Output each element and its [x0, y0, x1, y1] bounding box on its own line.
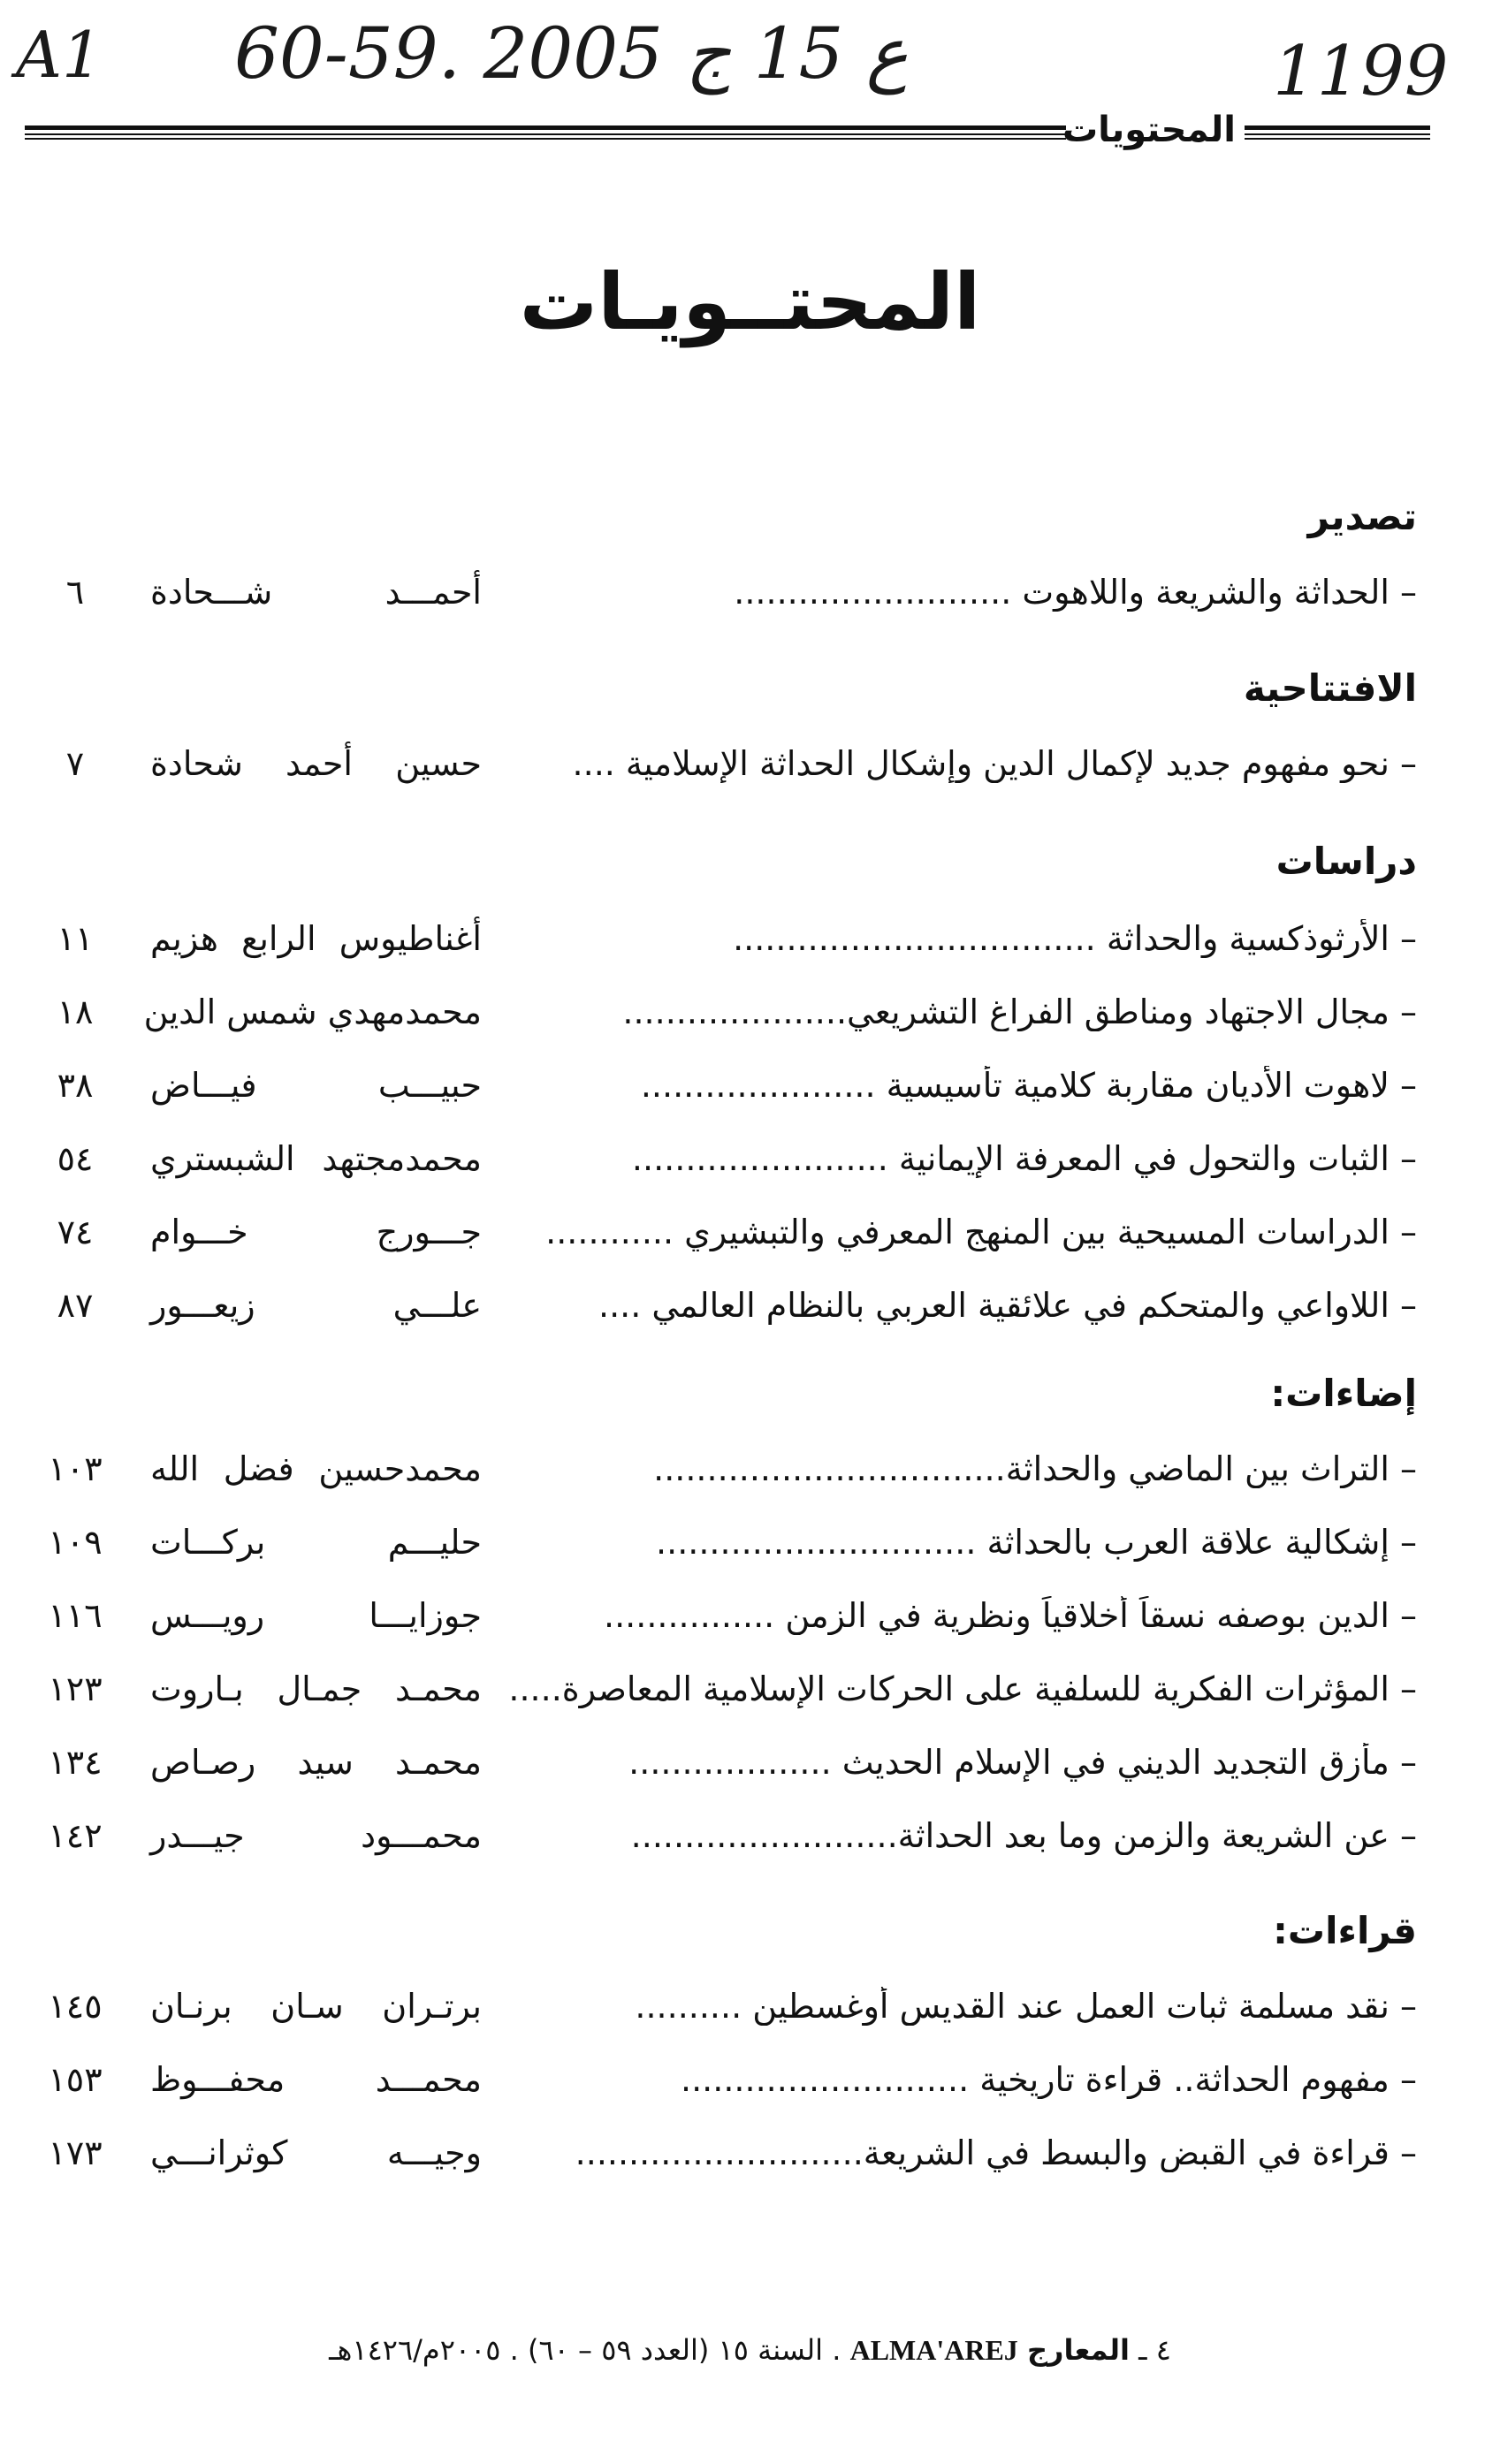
entry-page-number: ٨٧: [57, 1286, 94, 1325]
toc-entry[interactable]: [0, 573, 1500, 622]
section-heading-highlights: إضاءات:: [1270, 1372, 1417, 1415]
entry-title: – اللاواعي والمتحكم في علائقية العربي بالنظام العالمي ....: [598, 1286, 1417, 1325]
entry-author: محمدمجتهد الشبستري: [150, 1139, 482, 1178]
entry-page-number: ١١: [57, 919, 94, 958]
section-heading-preface: تصدير: [1307, 495, 1417, 538]
entry-author: محمـــود جيـــدر: [150, 1816, 482, 1855]
toc-entry[interactable]: [0, 1286, 1500, 1335]
toc-entry[interactable]: [0, 1987, 1500, 2036]
running-header-label: المحتويات: [1062, 110, 1236, 150]
toc-entry[interactable]: [0, 1743, 1500, 1792]
entry-author: علـــي زيعـــور: [150, 1286, 482, 1325]
entry-author: حبيـــب فيـــاض: [150, 1066, 482, 1105]
entry-page-number: ٦: [65, 573, 85, 612]
toc-entry[interactable]: [0, 2133, 1500, 2183]
entry-page-number: ١٠٩: [48, 1523, 103, 1562]
footer-page-marker: ٤ ـ: [1138, 2333, 1171, 2367]
handwritten-number: 1199: [1273, 32, 1449, 111]
entry-page-number: ٣٨: [57, 1066, 94, 1105]
entry-page-number: ١٠٣: [48, 1449, 103, 1488]
footer-journal-latin: ALMA'AREJ: [849, 2334, 1018, 2366]
entry-title: – مأزق التجديد الديني في الإسلام الحديث ...................: [628, 1743, 1417, 1782]
handwritten-code: A1: [16, 18, 103, 92]
footer-issue-info: . السنة ١٥ (العدد ٥٩ – ٦٠) . ٢٠٠٥م/١٤٢٦هـ: [329, 2333, 841, 2367]
entry-author: محمـد جمـال بـاروت: [150, 1669, 482, 1708]
entry-title: – الثبات والتحول في المعرفة الإيمانية ........................: [631, 1139, 1417, 1178]
entry-page-number: ١٤٥: [48, 1987, 103, 2026]
entry-author: حليـــم بركـــات: [150, 1523, 482, 1562]
entry-title: – نقد مسلمة ثبات العمل عند القديس أوغسطين ..........: [635, 1987, 1417, 2026]
entry-title: – الدراسات المسيحية بين المنهج المعرفي والتبشيري ............: [545, 1213, 1417, 1251]
toc-entry[interactable]: [0, 1213, 1500, 1262]
toc-entry[interactable]: [0, 1066, 1500, 1115]
section-heading-studies: دراسات: [1275, 840, 1417, 883]
entry-page-number: ٥٤: [57, 1139, 94, 1178]
entry-author: محمـــد محفـــوظ: [150, 2060, 482, 2099]
toc-entry[interactable]: [0, 1139, 1500, 1189]
entry-title: – المؤثرات الفكرية للسلفية على الحركات الإسلامية المعاصرة.....: [508, 1669, 1417, 1708]
entry-title: – قراءة في القبض والبسط في الشريعة...........................: [575, 2133, 1417, 2172]
entry-page-number: ٧٤: [57, 1213, 94, 1251]
entry-title: – إشكالية علاقة العرب بالحداثة ..............................: [656, 1523, 1417, 1562]
entry-page-number: ١٧٣: [48, 2133, 103, 2172]
entry-author: حسين أحمد شحادة: [150, 744, 482, 783]
entry-page-number: ١٤٢: [48, 1816, 103, 1855]
entry-title: – مجال الاجتهاد ومناطق الفراغ التشريعي.....................: [622, 992, 1417, 1031]
entry-page-number: ١١٦: [48, 1596, 103, 1635]
entry-page-number: ١٥٣: [48, 2060, 103, 2099]
section-heading-editorial: الافتتاحية: [1243, 666, 1417, 710]
footer-journal-arabic: المعارج: [1026, 2333, 1130, 2367]
entry-author: جـــورج خـــوام: [150, 1213, 482, 1251]
entry-author: وجيـــه كوثرانـــي: [150, 2133, 482, 2172]
entry-author: برتـران سـان برنـان: [150, 1987, 482, 2026]
entry-author: محمـد سيد رصـاص: [150, 1743, 482, 1782]
toc-entry[interactable]: [0, 919, 1500, 969]
handwritten-issue-note: 60-59. ع 15 ج 2005: [234, 12, 909, 95]
entry-title: – الحداثة والشريعة واللاهوت ..........................: [734, 573, 1417, 612]
entry-page-number: ٧: [65, 744, 85, 783]
entry-title: – لاهوت الأديان مقاربة كلامية تأسيسية ......................: [640, 1066, 1417, 1105]
toc-entry[interactable]: [0, 1596, 1500, 1646]
entry-title: – الأرثوذكسية والحداثة ..................................: [733, 919, 1417, 958]
entry-author: محمدحسين فضل الله: [150, 1449, 482, 1488]
entry-author: جوزايـــا رويـــس: [150, 1596, 482, 1635]
entry-page-number: ١٣٤: [48, 1743, 103, 1782]
entry-author: أحمـــد شـــحادة: [150, 573, 482, 612]
entry-title: – عن الشريعة والزمن وما بعد الحداثة.........................: [630, 1816, 1417, 1855]
entry-title: – نحو مفهوم جديد لإكمال الدين وإشكال الحداثة الإسلامية ....: [572, 744, 1417, 783]
toc-entry[interactable]: [0, 1523, 1500, 1572]
entry-author: محمدمهدي شمس الدين: [143, 992, 482, 1031]
toc-entry[interactable]: [0, 2060, 1500, 2110]
entry-title: – التراث بين الماضي والحداثة.................................: [653, 1449, 1417, 1488]
section-heading-readings: قراءات:: [1273, 1909, 1417, 1952]
toc-entry[interactable]: [0, 1449, 1500, 1499]
entry-author: أغناطيوس الرابع هزيم: [150, 919, 482, 958]
entry-title: – الدين بوصفه نسقاً أخلاقياً ونظرية في الزمن ................: [604, 1596, 1417, 1635]
toc-entry[interactable]: [0, 1669, 1500, 1719]
entry-page-number: ١٢٣: [48, 1669, 103, 1708]
page-title: المحتــويـات: [519, 256, 981, 347]
toc-entry[interactable]: [0, 1816, 1500, 1866]
toc-entry[interactable]: [0, 992, 1500, 1042]
entry-page-number: ١٨: [57, 992, 94, 1031]
page-footer: [0, 2333, 1500, 2367]
toc-entry[interactable]: [0, 744, 1500, 794]
entry-title: – مفهوم الحداثة.. قراءة تاريخية ...........................: [681, 2060, 1417, 2099]
